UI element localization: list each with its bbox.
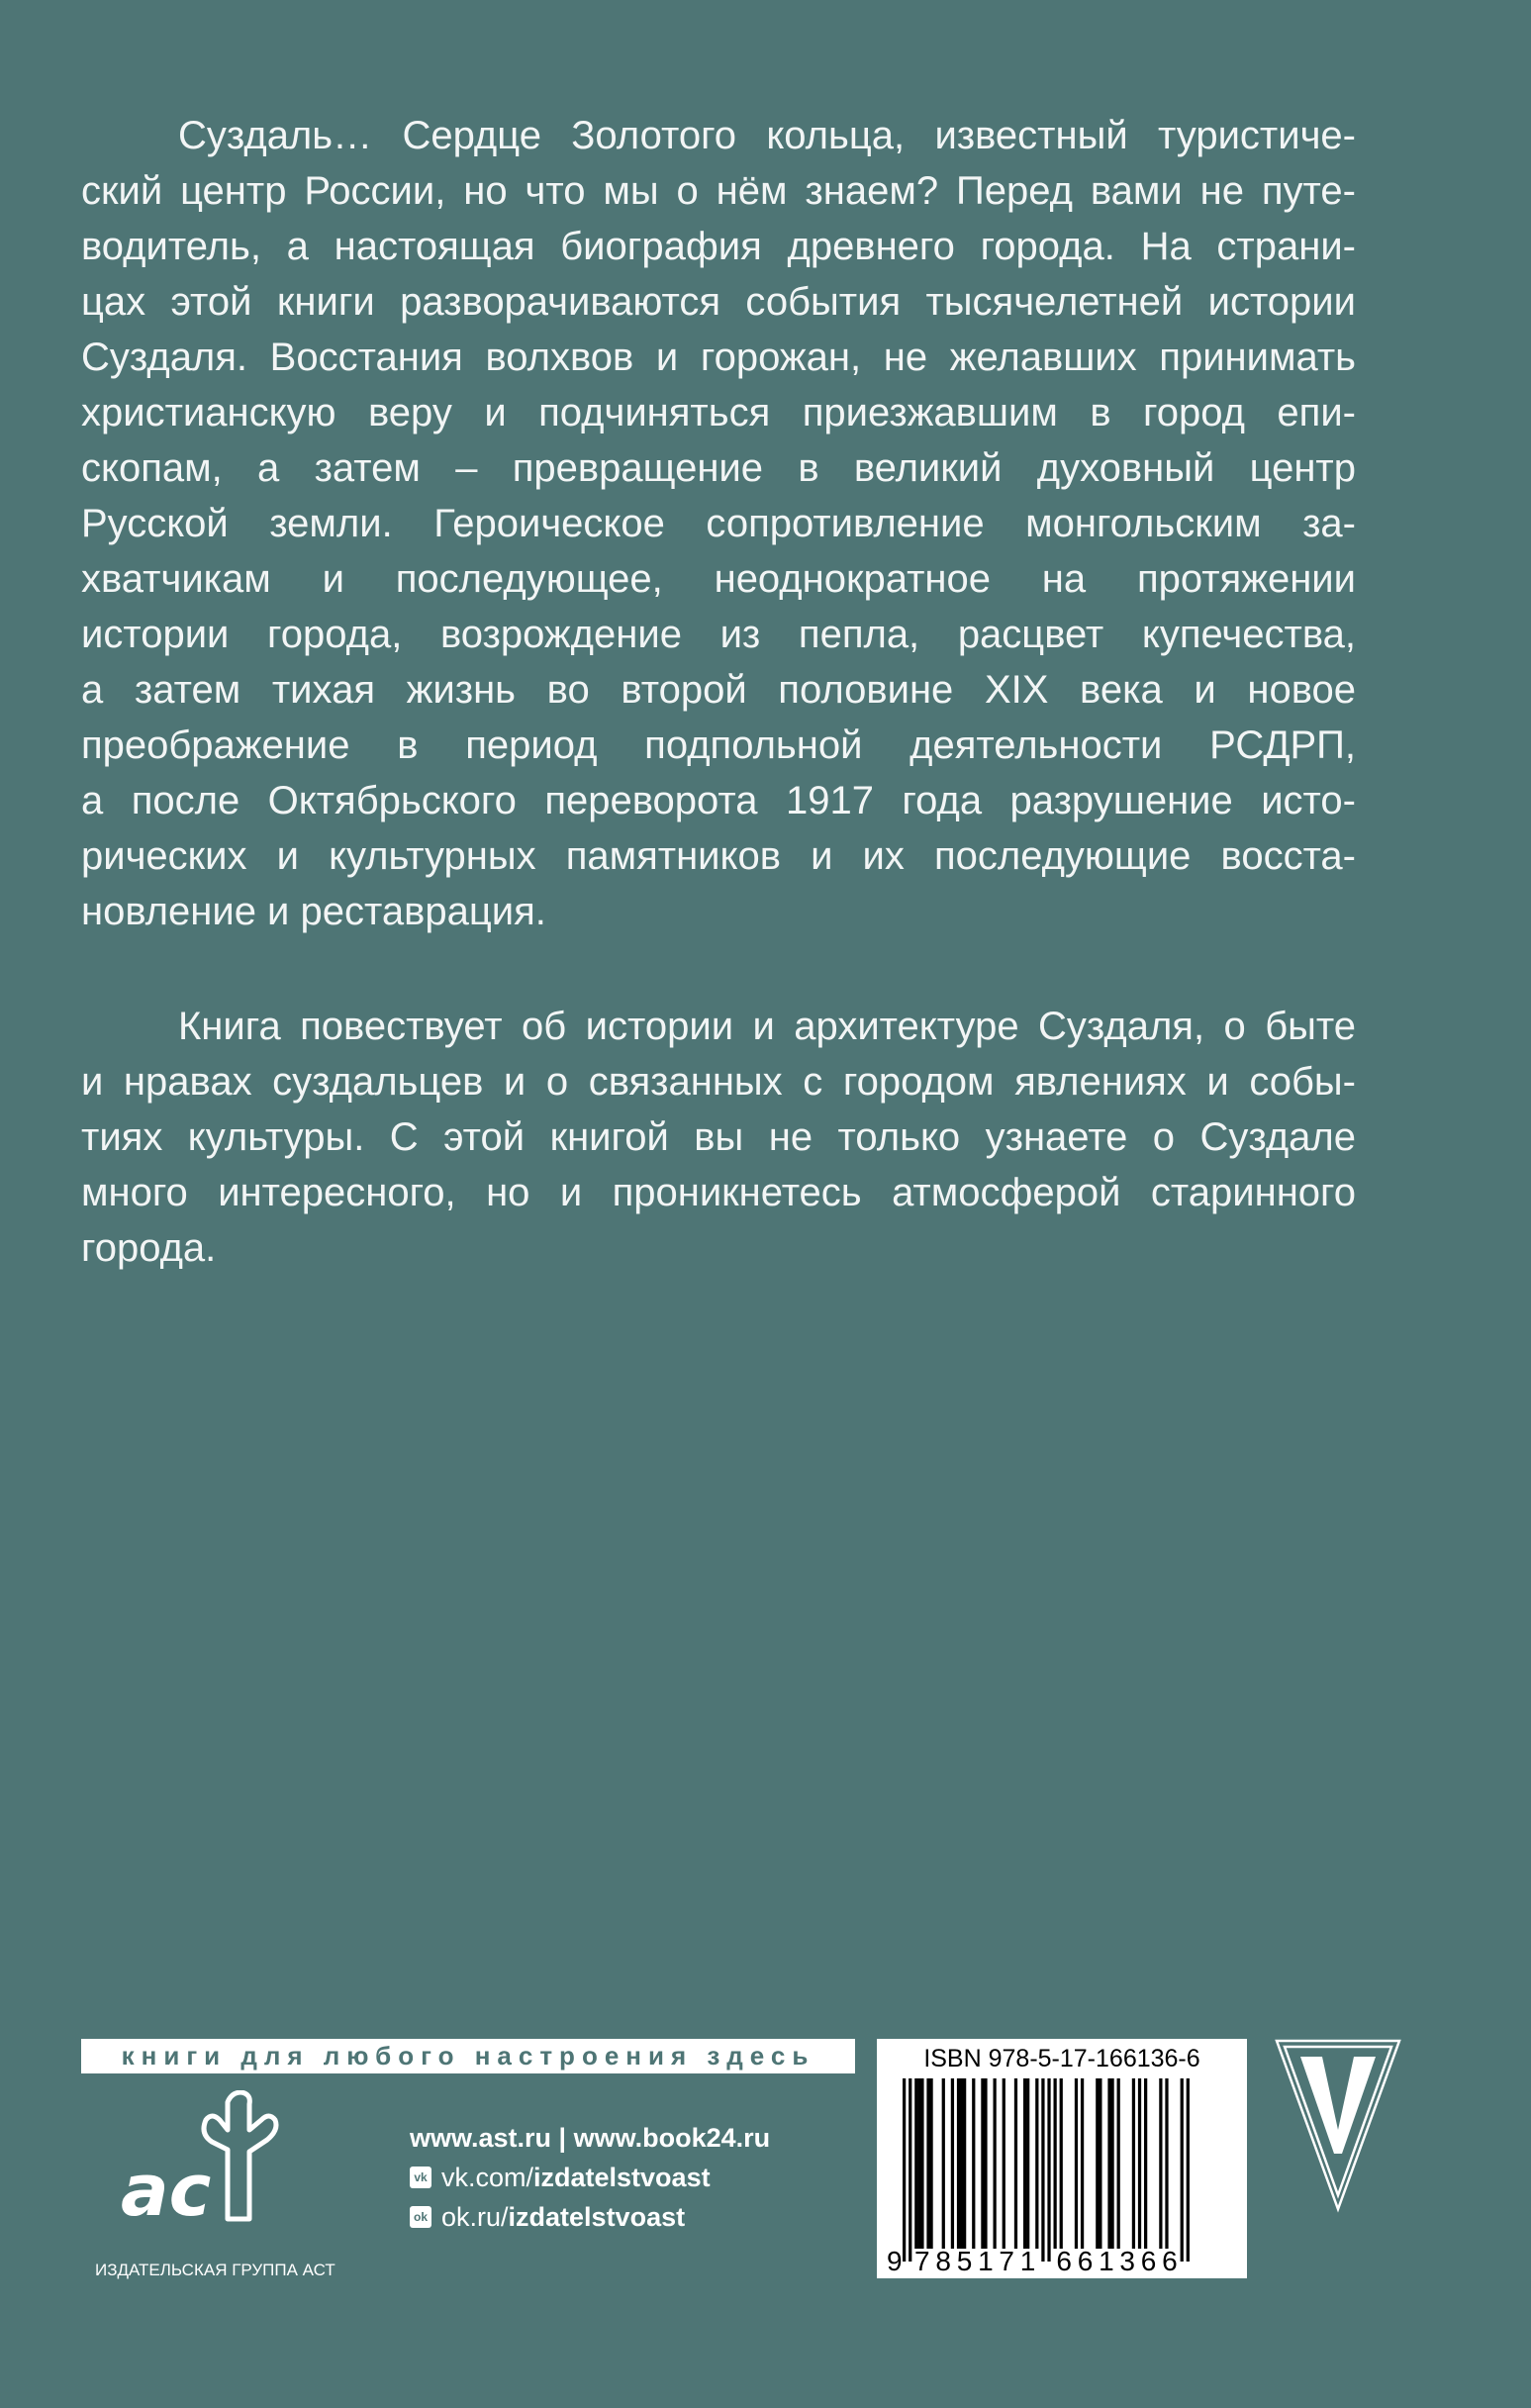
publisher-group-label: ИЗДАТЕЛЬСКАЯ ГРУППА АСТ [95, 2261, 335, 2279]
barcode-bar [957, 2078, 960, 2249]
barcode-bar [1099, 2078, 1101, 2249]
text-line: преображение в период подпольной деятельности РСДРП, [81, 723, 1356, 767]
barcode-digit: 1 [1019, 2246, 1036, 2276]
barcode-bar [1096, 2078, 1099, 2249]
barcode-bar [942, 2078, 945, 2249]
barcode-digit: 5 [956, 2246, 973, 2276]
barcode-bar [1159, 2078, 1162, 2249]
barcode-bar [1144, 2078, 1147, 2249]
v-triangle-logo [1275, 2039, 1401, 2213]
text-line: водитель, а настоящая биография древнего города. На страни- [81, 225, 1356, 268]
barcode-bar [963, 2078, 966, 2249]
ok-prefix: ok.ru/ [441, 2202, 509, 2232]
ok-link[interactable] [410, 2197, 770, 2237]
text-line: и нравах суздальцев и о связанных с городом явлениях и собы- [81, 1060, 1356, 1104]
vk-icon: vk [410, 2167, 431, 2188]
barcode-bar [1060, 2078, 1063, 2249]
barcode-bar [1075, 2078, 1078, 2249]
barcode-bar [984, 2078, 987, 2249]
odnoklassniki-icon: ok [410, 2206, 431, 2228]
barcode-bar [1023, 2078, 1026, 2249]
barcode-bar [1165, 2078, 1168, 2249]
text-line: Суздаль… Сердце Золотого кольца, известный туристиче- [178, 114, 1356, 157]
text-line: Русской земли. Героическое сопротивление монгольским за- [81, 502, 1356, 545]
description-paragraph-1 [81, 108, 1356, 939]
barcode-bar [1181, 2078, 1184, 2262]
cactus-icon [204, 2092, 276, 2219]
barcode-digit: 6 [1140, 2246, 1157, 2276]
isbn-label: ISBN 978-5-17-166136-6 [923, 2045, 1200, 2072]
barcode-digit: 3 [1119, 2246, 1136, 2276]
text-line: тиях культуры. С этой книгой вы не только узнаете о Суздале [81, 1115, 1356, 1159]
slogan-banner: книги для любого настроения здесь [81, 2039, 855, 2073]
barcode-digit: 1 [978, 2246, 994, 2276]
barcode-bar [981, 2078, 984, 2249]
barcode-digit: 8 [935, 2246, 951, 2276]
vk-link[interactable] [410, 2158, 770, 2197]
text-line: хватчикам и последующее, неоднократное на протяжении [81, 557, 1356, 601]
barcode [877, 2039, 1247, 2278]
barcode-bar [951, 2078, 954, 2249]
barcode-bar [1026, 2078, 1029, 2249]
svg-text:ac: ac [121, 2149, 212, 2229]
barcode-bar [960, 2078, 963, 2249]
text-line: рических и культурных памятников и их последующие восста- [81, 834, 1356, 878]
barcode-bar [1187, 2078, 1190, 2262]
text-line: истории города, возрождение из пепла, расцвет купечества, [81, 613, 1356, 656]
barcode-bar [1110, 2078, 1113, 2249]
description-paragraph-2 [81, 999, 1356, 1276]
ast-logo [117, 2090, 295, 2229]
text-line: Книга повествует об истории и архитектуре Суздаля, о быте [178, 1005, 1356, 1048]
barcode-bar [1117, 2078, 1120, 2249]
vk-handle: izdatelstvoast [533, 2163, 711, 2192]
barcode-bar [1054, 2078, 1057, 2249]
vk-prefix: vk.com/ [441, 2163, 534, 2192]
barcode-bar [1014, 2078, 1017, 2249]
barcode-digit: 6 [1162, 2246, 1178, 2276]
barcode-bar [1132, 2078, 1135, 2249]
text-line: города. [81, 1226, 217, 1270]
barcode-bar [1107, 2078, 1110, 2249]
text-line: новление и реставрация. [81, 890, 546, 933]
barcode-bar [1047, 2078, 1050, 2262]
website-links[interactable]: www.ast.ru | www.book24.ru [410, 2123, 771, 2153]
text-line: а после Октябрьского переворота 1917 года разрушение исто- [81, 779, 1356, 822]
barcode-bar [926, 2078, 929, 2249]
text-line: Суздаля. Восстания волхвов и горожан, не желавших принимать [81, 336, 1356, 379]
barcode-bar [1003, 2078, 1005, 2249]
text-line: христианскую веру и подчиняться приезжавшим в город епи- [81, 391, 1356, 434]
barcode-bar [920, 2078, 923, 2249]
text-line: а затем тихая жизнь во второй половине XIX века и новое [81, 668, 1356, 712]
publisher-links [410, 2118, 770, 2237]
barcode-bar [1035, 2078, 1038, 2249]
barcode-bar [1081, 2078, 1084, 2249]
barcode-bar [929, 2078, 932, 2249]
barcode-digit: 7 [999, 2246, 1015, 2276]
barcode-digit: 6 [1056, 2246, 1072, 2276]
text-line: ский центр России, но что мы о нём знаем? Перед вами не путе- [81, 169, 1356, 213]
barcode-bar [1041, 2078, 1044, 2262]
text-line: цах этой книги разворачиваются события тысячелетней истории [81, 280, 1356, 324]
barcode-bar [994, 2078, 997, 2249]
barcode-bar [1138, 2078, 1141, 2249]
ok-handle: izdatelstvoast [508, 2202, 686, 2232]
text-line: скопам, а затем – превращение в великий духовный центр [81, 446, 1356, 490]
barcode-bar [909, 2078, 911, 2262]
barcode-digit: 9 [887, 2246, 903, 2276]
barcode-digit: 1 [1099, 2246, 1114, 2276]
barcode-bar [917, 2078, 920, 2249]
barcode-bar [914, 2078, 917, 2249]
barcode-digit: 6 [1077, 2246, 1094, 2276]
isbn-barcode-box [877, 2039, 1247, 2278]
barcode-digit: 7 [914, 2246, 930, 2276]
barcode-bar [972, 2078, 975, 2249]
barcode-bar [903, 2078, 906, 2262]
text-line: много интересного, но и проникнетесь атмосферой старинного [81, 1171, 1356, 1214]
